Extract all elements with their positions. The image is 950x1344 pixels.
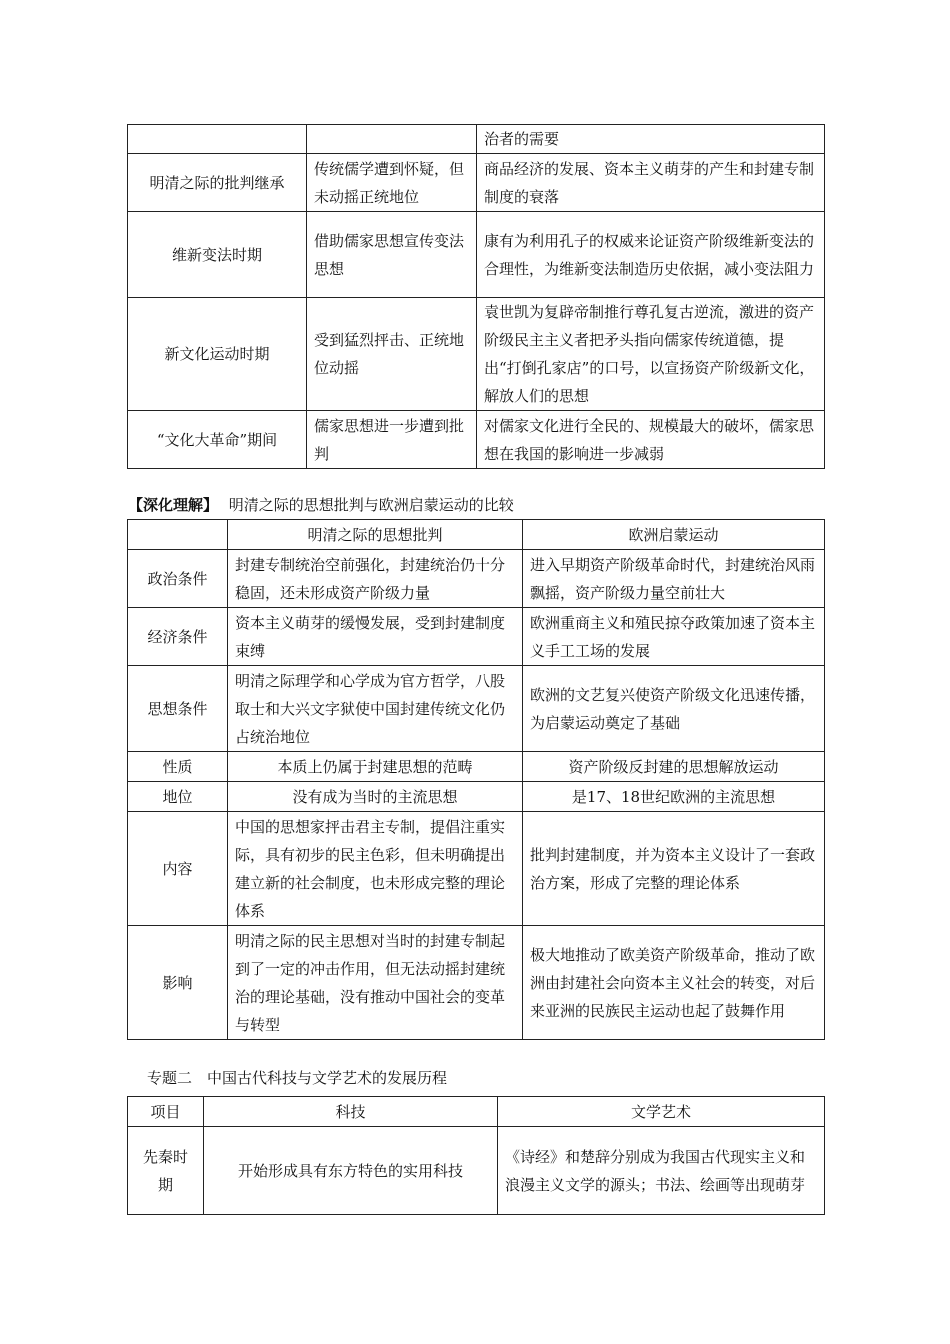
table-row — [128, 752, 825, 782]
reason-cell: 治者的需要 — [477, 125, 825, 154]
row-label: 经济条件 — [128, 608, 228, 666]
enlightenment-cell: 进入早期资产阶级革命时代，封建统治风雨飘摇，资产阶级力量空前壮大 — [523, 550, 825, 608]
reason-cell: 袁世凯为复辟帝制推行尊孔复古逆流，激进的资产阶级民主主义者把矛头指向儒家传统道德，提出“打倒孔家店”的口号，以宣扬资产阶级新文化，解放人们的思想 — [477, 298, 825, 411]
ming-qing-cell: 没有成为当时的主流思想 — [228, 782, 523, 812]
enlightenment-cell: 欧洲重商主义和殖民掠夺政策加速了资本主义手工工场的发展 — [523, 608, 825, 666]
item-cell: 先秦时期 — [128, 1127, 204, 1215]
status-cell — [307, 125, 477, 154]
status-cell: 儒家思想进一步遭到批判 — [307, 411, 477, 469]
period-cell: 新文化运动时期 — [128, 298, 307, 411]
section-heading-topic-two: 专题二 中国古代科技与文学艺术的发展历程 — [147, 1069, 448, 1087]
header-ming-qing: 明清之际的思想批判 — [228, 520, 523, 550]
table-row — [128, 212, 825, 298]
section-heading-comparison — [128, 495, 514, 515]
ming-qing-cell: 本质上仍属于封建思想的范畴 — [228, 752, 523, 782]
table-row — [128, 125, 825, 154]
table-row — [128, 154, 825, 212]
ming-qing-cell: 资本主义萌芽的缓慢发展，受到封建制度束缚 — [228, 608, 523, 666]
reason-cell: 商品经济的发展、资本主义萌芽的产生和封建专制制度的衰落 — [477, 154, 825, 212]
table-header-row — [128, 520, 825, 550]
confucianism-table — [127, 124, 825, 469]
table-row — [128, 298, 825, 411]
header-blank — [128, 520, 228, 550]
status-cell: 受到猛烈抨击、正统地位动摇 — [307, 298, 477, 411]
period-cell: 明清之际的批判继承 — [128, 154, 307, 212]
row-label: 地位 — [128, 782, 228, 812]
row-label: 内容 — [128, 812, 228, 926]
table-row — [128, 926, 825, 1040]
table-row — [128, 1127, 825, 1215]
status-cell: 借助儒家思想宣传变法思想 — [307, 212, 477, 298]
row-label: 政治条件 — [128, 550, 228, 608]
header-enlightenment: 欧洲启蒙运动 — [523, 520, 825, 550]
section-tag: 【深化理解】 — [128, 496, 219, 514]
table-row — [128, 411, 825, 469]
art-cell: 《诗经》和楚辞分别成为我国古代现实主义和浪漫主义文学的源头；书法、绘画等出现萌芽 — [498, 1127, 825, 1215]
period-cell — [128, 125, 307, 154]
period-cell: “文化大革命”期间 — [128, 411, 307, 469]
enlightenment-cell: 极大地推动了欧美资产阶级革命，推动了欧洲由封建社会向资本主义社会的转变，对后来亚洲的民族民主运动也起了鼓舞作用 — [523, 926, 825, 1040]
row-label: 性质 — [128, 752, 228, 782]
table-row — [128, 550, 825, 608]
table-row — [128, 666, 825, 752]
enlightenment-cell: 是17、18世纪欧洲的主流思想 — [523, 782, 825, 812]
header-art: 文学艺术 — [498, 1097, 825, 1127]
table-header-row — [128, 1097, 825, 1127]
enlightenment-cell: 欧洲的文艺复兴使资产阶级文化迅速传播，为启蒙运动奠定了基础 — [523, 666, 825, 752]
ming-qing-cell: 明清之际的民主思想对当时的封建专制起到了一定的冲击作用，但无法动摇封建统治的理论基础，没有推动中国社会的变革与转型 — [228, 926, 523, 1040]
row-label: 影响 — [128, 926, 228, 1040]
ming-qing-cell: 封建专制统治空前强化，封建统治仍十分稳固，还未形成资产阶级力量 — [228, 550, 523, 608]
enlightenment-cell: 批判封建制度，并为资本主义设计了一套政治方案，形成了完整的理论体系 — [523, 812, 825, 926]
ming-qing-cell: 明清之际理学和心学成为官方哲学，八股取士和大兴文字狱使中国封建传统文化仍占统治地位 — [228, 666, 523, 752]
enlightenment-cell: 资产阶级反封建的思想解放运动 — [523, 752, 825, 782]
header-item: 项目 — [128, 1097, 204, 1127]
row-label: 思想条件 — [128, 666, 228, 752]
ming-qing-cell: 中国的思想家抨击君主专制，提倡注重实际，具有初步的民主色彩，但未明确提出建立新的社会制度，也未形成完整的理论体系 — [228, 812, 523, 926]
table-row — [128, 608, 825, 666]
reason-cell: 康有为利用孔子的权威来论证资产阶级维新变法的合理性，为维新变法制造历史依据，减小变法阻力 — [477, 212, 825, 298]
header-tech: 科技 — [204, 1097, 498, 1127]
reason-cell: 对儒家文化进行全民的、规模最大的破坏，儒家思想在我国的影响进一步减弱 — [477, 411, 825, 469]
table-row — [128, 812, 825, 926]
table-row — [128, 782, 825, 812]
section-title: 明清之际的思想批判与欧洲启蒙运动的比较 — [228, 496, 514, 514]
status-cell: 传统儒学遭到怀疑，但未动摇正统地位 — [307, 154, 477, 212]
period-cell: 维新变法时期 — [128, 212, 307, 298]
comparison-table — [127, 519, 825, 1040]
tech-art-table — [127, 1096, 825, 1215]
tech-cell: 开始形成具有东方特色的实用科技 — [204, 1127, 498, 1215]
